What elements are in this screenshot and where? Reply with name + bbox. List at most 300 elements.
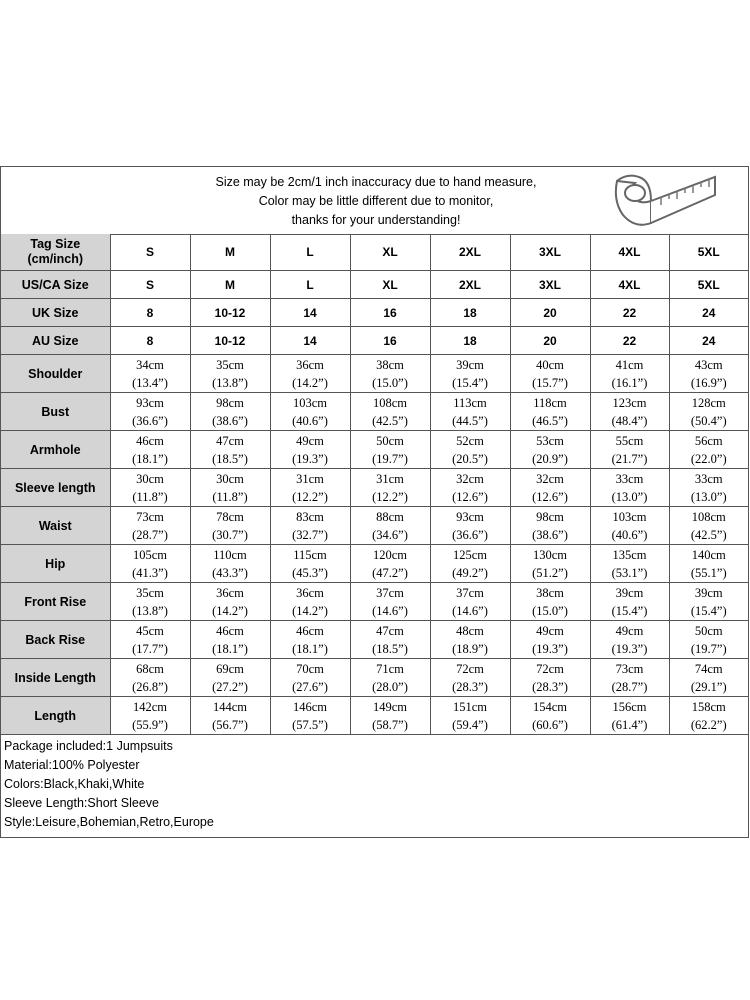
- cm-value: 35cm: [216, 357, 244, 372]
- cm-value: 128cm: [691, 395, 726, 410]
- inch-value: (51.2”): [532, 565, 568, 580]
- cm-value: 37cm: [376, 585, 404, 600]
- cm-value: 46cm: [216, 623, 244, 638]
- measurement-cell: [350, 431, 430, 469]
- inch-value: (34.6”): [372, 527, 408, 542]
- inch-value: (29.1”): [690, 679, 727, 694]
- measurement-cell: [350, 545, 430, 583]
- measurement-cell: [350, 659, 430, 697]
- cm-value: 31cm: [376, 471, 404, 486]
- cm-value: 103cm: [292, 395, 328, 410]
- cm-value: 105cm: [132, 547, 168, 562]
- row-label: Inside Length: [1, 659, 110, 697]
- inch-value: (50.4”): [690, 413, 727, 428]
- measurement-cell: [270, 583, 350, 621]
- cm-value: 49cm: [296, 433, 324, 448]
- size-cell: 22: [590, 327, 669, 355]
- measurement-cell: [270, 469, 350, 507]
- measurement-cell: [590, 431, 669, 469]
- measurement-cell: [430, 583, 510, 621]
- cm-value: 56cm: [694, 433, 723, 448]
- measurement-cell: [430, 431, 510, 469]
- inch-value: (55.1”): [690, 565, 727, 580]
- measurement-cell: [430, 545, 510, 583]
- inch-value: (60.6”): [532, 717, 568, 732]
- cm-value: 50cm: [694, 623, 723, 638]
- size-cell: XL: [350, 271, 430, 299]
- measurement-cell: [110, 431, 190, 469]
- size-row: [1, 327, 748, 355]
- inch-value: (62.2”): [690, 717, 727, 732]
- measurement-cell: [110, 545, 190, 583]
- inch-value: (36.6”): [452, 527, 488, 542]
- size-cell: 5XL: [669, 271, 748, 299]
- cm-value: 36cm: [296, 585, 324, 600]
- size-cell: 20: [510, 299, 590, 327]
- measurement-cell: [669, 431, 748, 469]
- inch-value: (18.1”): [292, 641, 328, 656]
- cm-value: 39cm: [615, 585, 644, 600]
- measurement-cell: [669, 659, 748, 697]
- cm-value: 36cm: [296, 357, 324, 372]
- inch-value: (18.1”): [132, 451, 168, 466]
- cm-value: 93cm: [136, 395, 164, 410]
- measurement-cell: [190, 697, 270, 735]
- cm-value: 40cm: [536, 357, 564, 372]
- measurement-cell: [669, 697, 748, 735]
- inch-value: (12.2”): [372, 489, 408, 504]
- inch-value: (13.0”): [611, 489, 648, 504]
- cm-value: 49cm: [615, 623, 644, 638]
- measurement-cell: [190, 621, 270, 659]
- cm-value: 113cm: [453, 395, 487, 410]
- size-row: [1, 271, 748, 299]
- cm-value: 47cm: [216, 433, 244, 448]
- cm-value: 118cm: [533, 395, 567, 410]
- cm-value: 142cm: [132, 699, 168, 714]
- cm-value: 74cm: [694, 661, 723, 676]
- inch-value: (16.1”): [611, 375, 648, 390]
- cm-value: 71cm: [376, 661, 404, 676]
- inch-value: (13.0”): [690, 489, 727, 504]
- measurement-cell: [590, 697, 669, 735]
- detail-line: Style:Leisure,Bohemian,Retro,Europe: [4, 815, 214, 829]
- measurement-row: [1, 355, 748, 393]
- size-cell: M: [190, 234, 270, 271]
- size-chart: [0, 166, 749, 838]
- cm-value: 156cm: [612, 699, 647, 714]
- cm-value: 98cm: [536, 509, 564, 524]
- measurement-cell: [430, 469, 510, 507]
- cm-value: 68cm: [136, 661, 164, 676]
- cm-value: 158cm: [691, 699, 726, 714]
- size-cell: 5XL: [669, 234, 748, 271]
- cm-value: 144cm: [212, 699, 248, 714]
- inch-value: (15.0”): [532, 603, 568, 618]
- measurement-cell: [430, 507, 510, 545]
- cm-value: 30cm: [136, 471, 164, 486]
- inch-value: (48.4”): [611, 413, 648, 428]
- measurement-cell: [669, 393, 748, 431]
- size-cell: M: [190, 271, 270, 299]
- inch-value: (38.6”): [532, 527, 568, 542]
- cm-value: 49cm: [536, 623, 564, 638]
- inch-value: (27.6”): [292, 679, 328, 694]
- measurement-cell: [270, 507, 350, 545]
- inch-value: (15.4”): [452, 375, 488, 390]
- inch-value: (57.5”): [292, 717, 328, 732]
- inch-value: (15.7”): [532, 375, 568, 390]
- cm-value: 50cm: [376, 433, 404, 448]
- size-cell: 3XL: [510, 234, 590, 271]
- size-table: [1, 234, 748, 735]
- detail-line: Sleeve Length:Short Sleeve: [4, 796, 159, 810]
- measurement-cell: [590, 507, 669, 545]
- row-label: Sleeve length: [1, 469, 110, 507]
- measurement-row: [1, 697, 748, 735]
- cm-value: 36cm: [216, 585, 244, 600]
- measurement-cell: [590, 583, 669, 621]
- measurement-cell: [430, 659, 510, 697]
- measurement-row: [1, 469, 748, 507]
- measurement-cell: [350, 697, 430, 735]
- inch-value: (11.8”): [212, 489, 248, 504]
- measurement-cell: [590, 545, 669, 583]
- inch-value: (27.2”): [212, 679, 248, 694]
- size-cell: 18: [430, 327, 510, 355]
- inch-value: (40.6”): [611, 527, 648, 542]
- measurement-cell: [350, 583, 430, 621]
- inch-value: (14.2”): [212, 603, 248, 618]
- row-label: AU Size: [1, 327, 110, 355]
- size-cell: 14: [270, 299, 350, 327]
- measurement-cell: [190, 469, 270, 507]
- measurement-cell: [590, 355, 669, 393]
- measurement-row: [1, 583, 748, 621]
- inch-value: (45.3”): [292, 565, 328, 580]
- cm-value: 31cm: [296, 471, 324, 486]
- inch-value: (40.6”): [292, 413, 328, 428]
- cm-value: 135cm: [612, 547, 647, 562]
- row-label-line: (cm/inch): [27, 252, 84, 266]
- cm-value: 33cm: [694, 471, 723, 486]
- notice-header: [1, 167, 748, 235]
- measuring-tape-icon: [611, 171, 719, 229]
- cm-value: 45cm: [136, 623, 164, 638]
- cm-value: 38cm: [536, 585, 564, 600]
- measurement-cell: [669, 621, 748, 659]
- size-cell: 2XL: [430, 234, 510, 271]
- row-label: Hip: [1, 545, 110, 583]
- cm-value: 35cm: [136, 585, 164, 600]
- measurement-cell: [190, 393, 270, 431]
- measurement-cell: [190, 431, 270, 469]
- inch-value: (28.3”): [452, 679, 488, 694]
- measurement-cell: [510, 621, 590, 659]
- measurement-cell: [270, 393, 350, 431]
- size-cell: 3XL: [510, 271, 590, 299]
- measurement-cell: [510, 393, 590, 431]
- cm-value: 32cm: [536, 471, 564, 486]
- inch-value: (19.7”): [690, 641, 727, 656]
- measurement-cell: [510, 431, 590, 469]
- notice-line-2: Color may be little different due to monitor,: [258, 194, 494, 208]
- cm-value: 46cm: [296, 623, 324, 638]
- cm-value: 32cm: [456, 471, 484, 486]
- inch-value: (28.3”): [532, 679, 568, 694]
- cm-value: 83cm: [296, 509, 324, 524]
- cm-value: 73cm: [615, 661, 644, 676]
- row-label: Armhole: [1, 431, 110, 469]
- measurement-cell: [190, 583, 270, 621]
- inch-value: (28.0”): [372, 679, 408, 694]
- inch-value: (18.1”): [212, 641, 248, 656]
- measurement-cell: [270, 621, 350, 659]
- cm-value: 93cm: [456, 509, 484, 524]
- inch-value: (20.9”): [532, 451, 568, 466]
- measurement-row: [1, 393, 748, 431]
- measurement-cell: [430, 355, 510, 393]
- cm-value: 72cm: [456, 661, 484, 676]
- inch-value: (19.3”): [611, 641, 648, 656]
- cm-value: 53cm: [536, 433, 564, 448]
- inch-value: (26.8”): [132, 679, 168, 694]
- size-cell: XL: [350, 234, 430, 271]
- inch-value: (36.6”): [132, 413, 168, 428]
- measurement-cell: [190, 355, 270, 393]
- measurement-cell: [590, 659, 669, 697]
- measurement-cell: [270, 431, 350, 469]
- row-label: Front Rise: [1, 583, 110, 621]
- measurement-cell: [669, 507, 748, 545]
- inch-value: (22.0”): [690, 451, 727, 466]
- inch-value: (42.5”): [690, 527, 727, 542]
- notice-line-3: thanks for your understanding!: [291, 213, 461, 227]
- cm-value: 78cm: [216, 509, 244, 524]
- measurement-cell: [510, 583, 590, 621]
- notice-line-1: Size may be 2cm/1 inch inaccuracy due to hand measure,: [215, 175, 537, 189]
- inch-value: (28.7”): [132, 527, 168, 542]
- inch-value: (19.3”): [532, 641, 568, 656]
- cm-value: 37cm: [456, 585, 484, 600]
- cm-value: 39cm: [694, 585, 723, 600]
- size-cell: 24: [669, 299, 748, 327]
- measurement-cell: [270, 697, 350, 735]
- inch-value: (11.8”): [132, 489, 168, 504]
- size-cell: 8: [110, 299, 190, 327]
- product-details: [4, 737, 744, 832]
- row-label: Length: [1, 697, 110, 735]
- cm-value: 34cm: [136, 357, 164, 372]
- measurement-cell: [430, 697, 510, 735]
- size-cell: L: [270, 271, 350, 299]
- measurement-cell: [510, 545, 590, 583]
- measurement-cell: [190, 659, 270, 697]
- cm-value: 47cm: [376, 623, 404, 638]
- measurement-cell: [350, 621, 430, 659]
- inch-value: (19.3”): [292, 451, 328, 466]
- inch-value: (58.7”): [372, 717, 408, 732]
- inch-value: (41.3”): [132, 565, 168, 580]
- inch-value: (12.6”): [452, 489, 488, 504]
- measurement-cell: [350, 469, 430, 507]
- size-row: [1, 234, 748, 271]
- inch-value: (14.2”): [292, 603, 328, 618]
- detail-line: Colors:Black,Khaki,White: [4, 777, 145, 791]
- measurement-cell: [110, 355, 190, 393]
- measurement-row: [1, 545, 748, 583]
- measurement-cell: [590, 469, 669, 507]
- inch-value: (46.5”): [532, 413, 568, 428]
- inch-value: (13.4”): [132, 375, 168, 390]
- inch-value: (13.8”): [132, 603, 168, 618]
- inch-value: (43.3”): [212, 565, 248, 580]
- inch-value: (14.2”): [292, 375, 328, 390]
- measurement-cell: [110, 469, 190, 507]
- measurement-cell: [270, 545, 350, 583]
- cm-value: 33cm: [615, 471, 644, 486]
- inch-value: (15.4”): [690, 603, 727, 618]
- cm-value: 48cm: [456, 623, 484, 638]
- inch-value: (14.6”): [452, 603, 488, 618]
- measurement-cell: [430, 393, 510, 431]
- row-label: US/CA Size: [1, 271, 110, 299]
- inch-value: (12.2”): [292, 489, 328, 504]
- measurement-cell: [110, 659, 190, 697]
- inch-value: (61.4”): [611, 717, 648, 732]
- cm-value: 108cm: [372, 395, 408, 410]
- measurement-cell: [590, 393, 669, 431]
- measurement-cell: [350, 393, 430, 431]
- cm-value: 55cm: [615, 433, 644, 448]
- cm-value: 125cm: [452, 547, 488, 562]
- cm-value: 120cm: [372, 547, 408, 562]
- inch-value: (18.5”): [212, 451, 248, 466]
- measurement-cell: [669, 355, 748, 393]
- cm-value: 151cm: [452, 699, 488, 714]
- row-label: Back Rise: [1, 621, 110, 659]
- size-cell: 22: [590, 299, 669, 327]
- size-row: [1, 299, 748, 327]
- size-cell: 16: [350, 327, 430, 355]
- inch-value: (47.2”): [372, 565, 408, 580]
- inch-value: (42.5”): [372, 413, 408, 428]
- measurement-cell: [669, 469, 748, 507]
- measurement-cell: [190, 507, 270, 545]
- measurement-cell: [350, 355, 430, 393]
- cm-value: 149cm: [372, 699, 408, 714]
- measurement-cell: [270, 659, 350, 697]
- inch-value: (44.5”): [452, 413, 488, 428]
- measurement-cell: [350, 507, 430, 545]
- detail-line: Material:100% Polyester: [4, 758, 140, 772]
- measurement-row: [1, 431, 748, 469]
- measurement-cell: [110, 507, 190, 545]
- cm-value: 72cm: [536, 661, 564, 676]
- measurement-cell: [110, 697, 190, 735]
- cm-value: 140cm: [691, 547, 726, 562]
- inch-value: (16.9”): [690, 375, 727, 390]
- inch-value: (30.7”): [212, 527, 248, 542]
- cm-value: 110cm: [213, 547, 247, 562]
- row-label: Waist: [1, 507, 110, 545]
- cm-value: 88cm: [376, 509, 404, 524]
- cm-value: 103cm: [612, 509, 647, 524]
- size-cell: S: [110, 271, 190, 299]
- measurement-row: [1, 507, 748, 545]
- size-cell: 20: [510, 327, 590, 355]
- cm-value: 154cm: [532, 699, 568, 714]
- cm-value: 98cm: [216, 395, 244, 410]
- size-cell: 10-12: [190, 299, 270, 327]
- size-cell: 8: [110, 327, 190, 355]
- inch-value: (59.4”): [452, 717, 488, 732]
- inch-value: (13.8”): [212, 375, 248, 390]
- cm-value: 130cm: [532, 547, 568, 562]
- row-label-line: Tag Size: [30, 237, 81, 251]
- cm-value: 73cm: [136, 509, 164, 524]
- cm-value: 43cm: [694, 357, 723, 372]
- row-label: Shoulder: [1, 355, 110, 393]
- size-cell: 2XL: [430, 271, 510, 299]
- row-label: [1, 234, 110, 271]
- cm-value: 70cm: [296, 661, 324, 676]
- measurement-cell: [110, 393, 190, 431]
- size-cell: L: [270, 234, 350, 271]
- inch-value: (55.9”): [132, 717, 168, 732]
- cm-value: 46cm: [136, 433, 164, 448]
- measurement-cell: [430, 621, 510, 659]
- inch-value: (12.6”): [532, 489, 568, 504]
- measurement-row: [1, 659, 748, 697]
- size-cell: 24: [669, 327, 748, 355]
- measurement-cell: [110, 621, 190, 659]
- measurement-cell: [510, 697, 590, 735]
- measurement-cell: [190, 545, 270, 583]
- size-cell: S: [110, 234, 190, 271]
- inch-value: (32.7”): [292, 527, 328, 542]
- measurement-cell: [669, 583, 748, 621]
- measurement-cell: [510, 469, 590, 507]
- notice-text: [131, 173, 621, 230]
- cm-value: 30cm: [216, 471, 244, 486]
- cm-value: 115cm: [293, 547, 327, 562]
- inch-value: (28.7”): [611, 679, 648, 694]
- cm-value: 146cm: [292, 699, 328, 714]
- inch-value: (14.6”): [372, 603, 408, 618]
- inch-value: (21.7”): [611, 451, 648, 466]
- measurement-cell: [110, 583, 190, 621]
- inch-value: (19.7”): [372, 451, 408, 466]
- measurement-cell: [590, 621, 669, 659]
- inch-value: (56.7”): [212, 717, 248, 732]
- size-cell: 16: [350, 299, 430, 327]
- inch-value: (20.5”): [452, 451, 488, 466]
- inch-value: (49.2”): [452, 565, 488, 580]
- cm-value: 108cm: [691, 509, 726, 524]
- size-cell: 4XL: [590, 234, 669, 271]
- row-label: UK Size: [1, 299, 110, 327]
- measurement-cell: [270, 355, 350, 393]
- size-cell: 10-12: [190, 327, 270, 355]
- inch-value: (15.4”): [611, 603, 648, 618]
- cm-value: 41cm: [615, 357, 644, 372]
- inch-value: (17.7”): [132, 641, 168, 656]
- cm-value: 123cm: [612, 395, 647, 410]
- detail-line: Package included:1 Jumpsuits: [4, 739, 173, 753]
- cm-value: 39cm: [456, 357, 484, 372]
- size-cell: 4XL: [590, 271, 669, 299]
